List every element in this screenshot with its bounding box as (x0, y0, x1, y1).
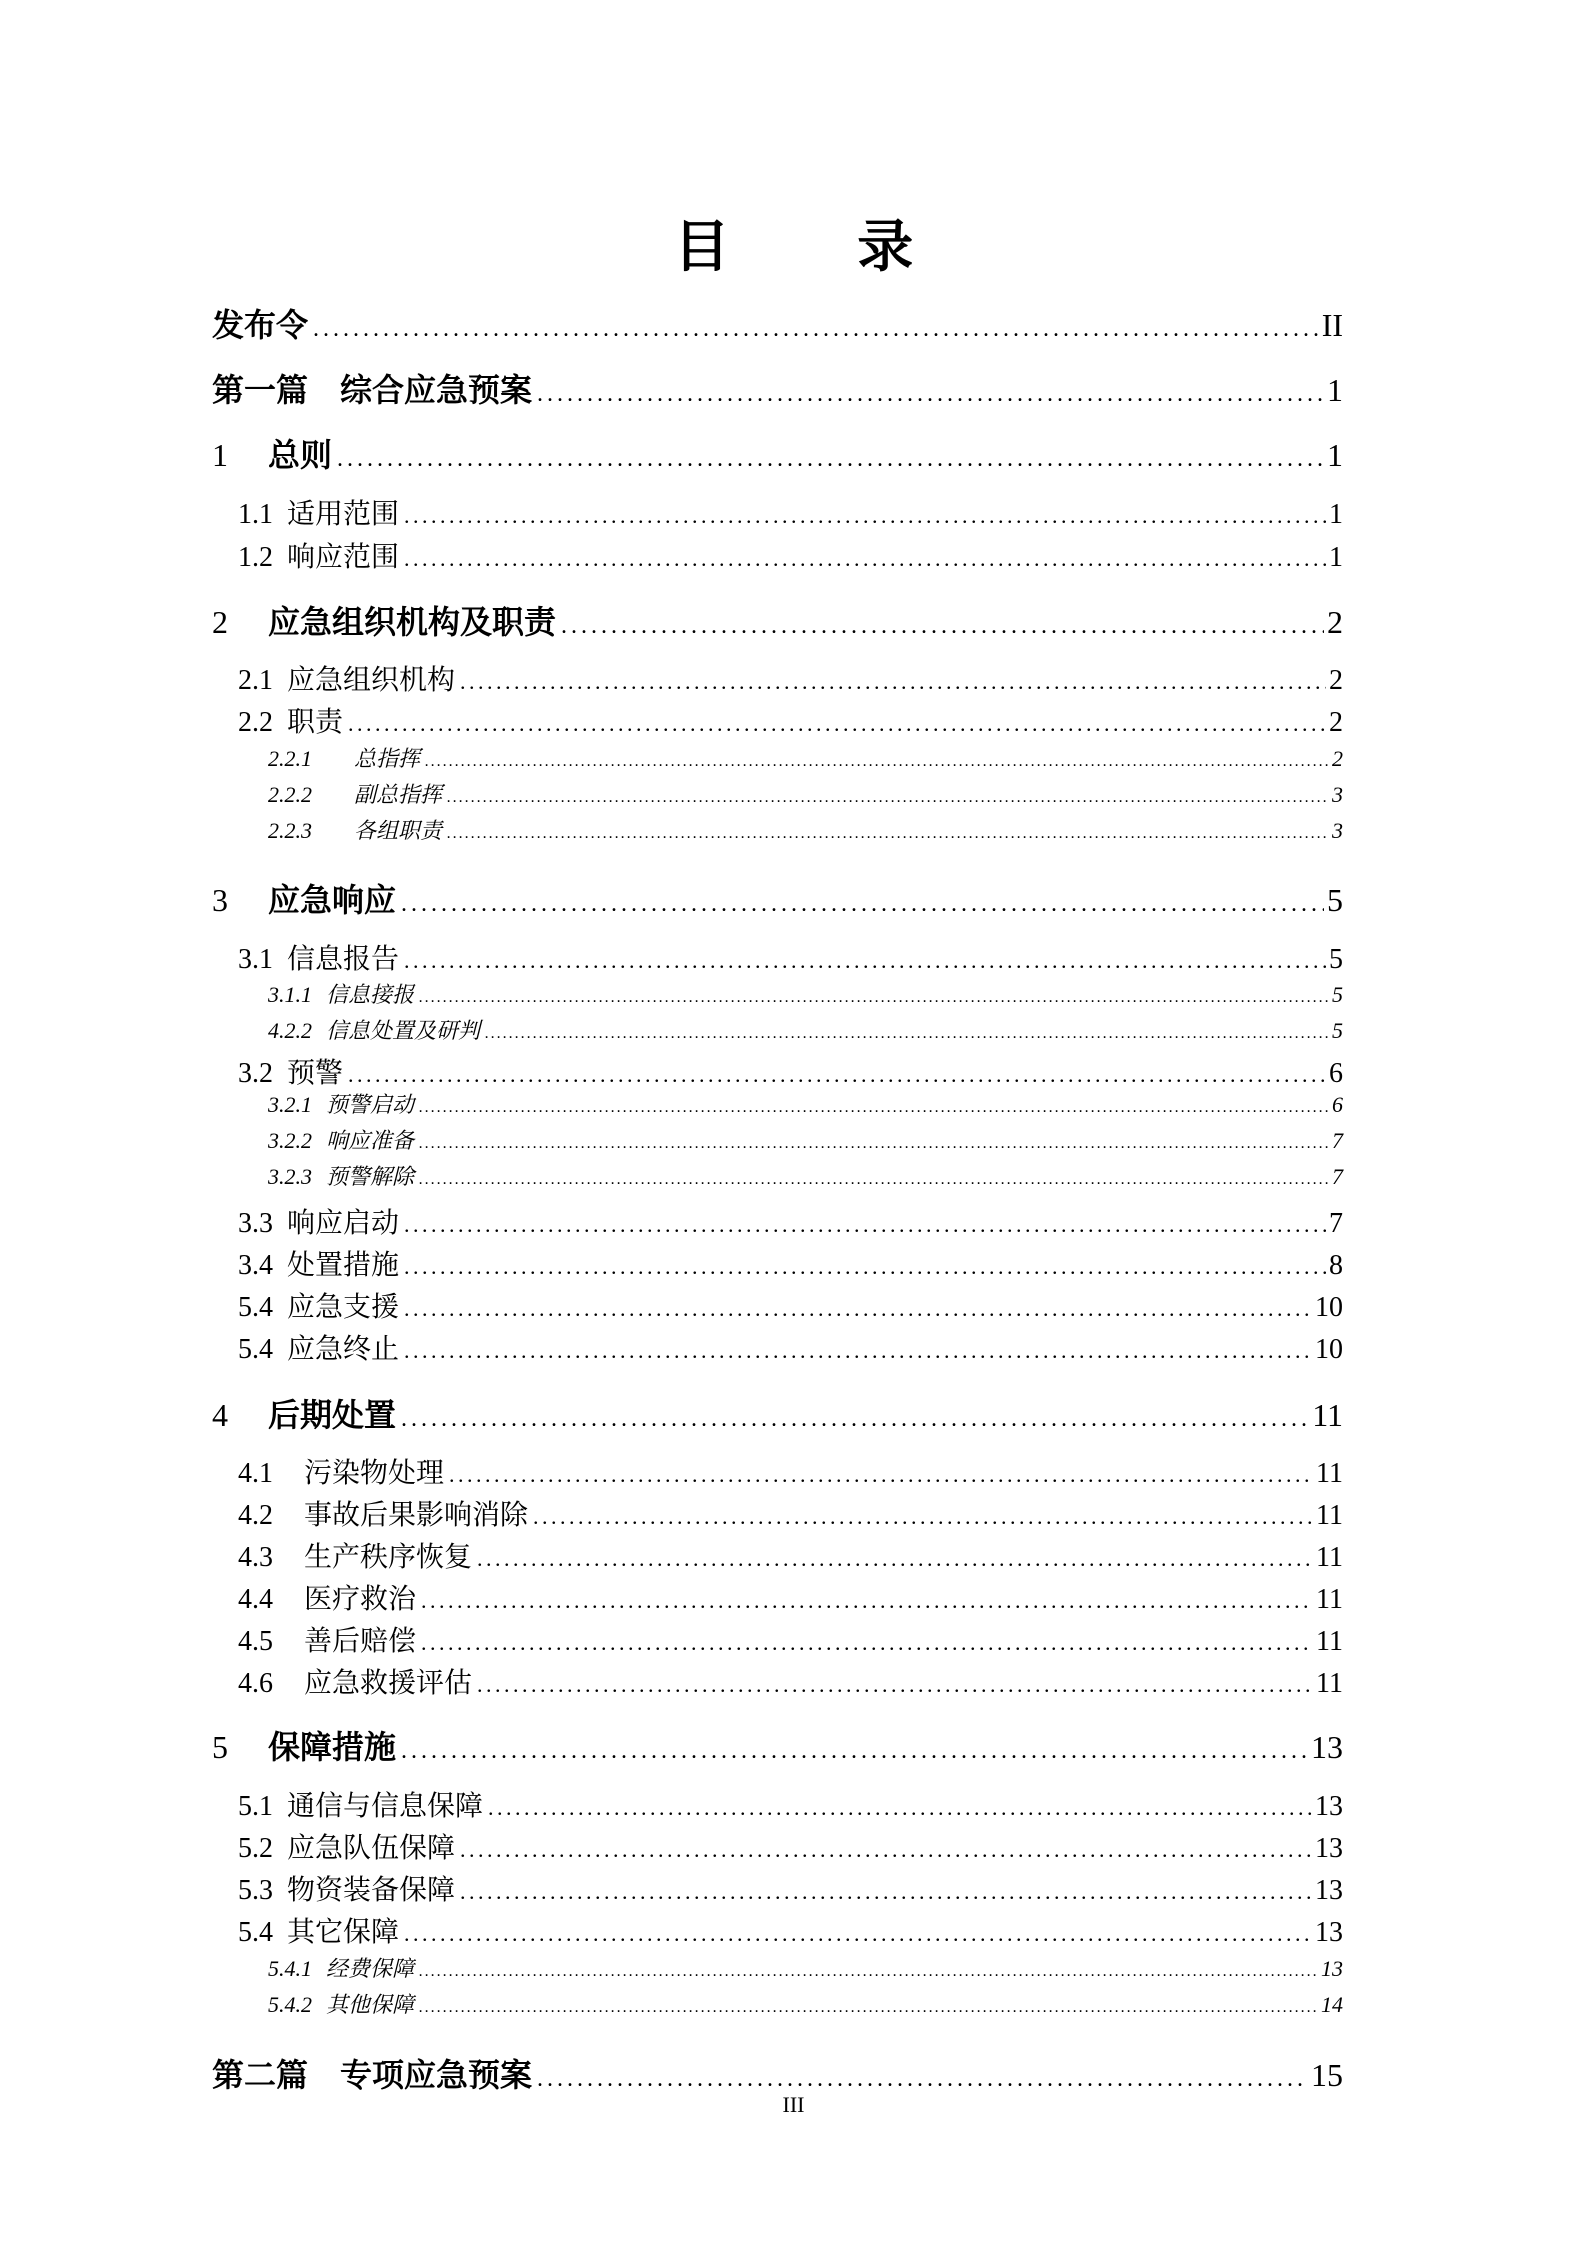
toc-entry[interactable] (238, 1784, 1343, 1824)
toc-entry[interactable] (238, 1868, 1343, 1908)
page-number-footer: III (782, 2092, 805, 2117)
toc-entry[interactable] (268, 1124, 1343, 1155)
toc-entry-page: 1 (1327, 437, 1343, 473)
toc-entry[interactable] (212, 1390, 1343, 1436)
dot-leader (460, 669, 1326, 695)
toc-entry-label: 适用范围 (287, 497, 400, 530)
toc-entry[interactable] (268, 1088, 1343, 1119)
toc-entry-page: 1 (1329, 542, 1343, 573)
toc-entry-page: 2 (1332, 746, 1343, 771)
toc-entry-number: 2.2 (238, 707, 273, 738)
toc-entry[interactable] (238, 492, 1343, 532)
toc-entry-number: 3.2 (238, 1058, 273, 1089)
dot-leader (401, 1406, 1309, 1433)
toc-entry[interactable] (238, 1051, 1343, 1091)
dot-leader (401, 891, 1324, 918)
toc-entry[interactable] (212, 300, 1343, 346)
toc-entry-page: 1 (1329, 499, 1343, 530)
toc-entry[interactable] (238, 1201, 1343, 1241)
toc-entry-label: 信息处置及研判 (326, 1019, 481, 1044)
toc-entry-number: 3.1.1 (268, 982, 312, 1007)
toc-entry-number: 2.1 (238, 665, 273, 696)
dot-leader (404, 1296, 1312, 1322)
toc-entry-label: 应急支援 (287, 1290, 400, 1323)
toc-entry-page: 13 (1315, 1875, 1343, 1906)
toc-entry-page: 11 (1316, 1542, 1343, 1573)
dot-leader (313, 316, 1319, 343)
dot-leader (404, 1212, 1326, 1238)
toc-entry-page: 5 (1332, 1018, 1343, 1043)
toc-entry-page: 11 (1312, 1397, 1343, 1433)
toc-entry-label: 第二篇 专项应急预案 (212, 2056, 533, 2094)
dot-leader (533, 1504, 1313, 1530)
toc-entry-page: 11 (1316, 1500, 1343, 1531)
toc-entry[interactable] (238, 535, 1343, 575)
dot-leader (419, 1171, 1329, 1189)
dot-leader (421, 1630, 1313, 1656)
toc-entry-page: 5 (1329, 944, 1343, 975)
toc-entry-label: 总则 (268, 436, 333, 474)
toc-entry[interactable] (238, 1577, 1343, 1617)
toc-entry[interactable] (212, 2050, 1343, 2096)
toc-entry-page: 2 (1329, 665, 1343, 696)
toc-entry-label: 经费保障 (326, 1957, 415, 1982)
toc-entry-page: 11 (1316, 1668, 1343, 1699)
dot-leader (404, 1254, 1326, 1280)
dot-leader (419, 1135, 1329, 1153)
toc-entry-number: 4.1 (238, 1458, 273, 1489)
dot-leader (425, 753, 1329, 771)
toc-entry-number: 1 (212, 437, 228, 473)
toc-entry-number: 5.3 (238, 1875, 273, 1906)
toc-entry[interactable] (212, 875, 1343, 921)
toc-entry[interactable] (238, 1243, 1343, 1283)
toc-entry-page: 7 (1332, 1164, 1343, 1189)
toc-entry-page: 13 (1315, 1833, 1343, 1864)
toc-entry-label: 预警启动 (326, 1093, 415, 1118)
toc-entry[interactable] (238, 1493, 1343, 1533)
toc-entry-number: 4.2.2 (268, 1018, 312, 1043)
toc-entry-number: 2.2.2 (268, 782, 312, 807)
dot-leader (477, 1546, 1313, 1572)
toc-entry[interactable] (268, 1014, 1343, 1045)
dot-leader (348, 711, 1326, 737)
toc-entry-number: 3 (212, 882, 228, 918)
toc-entry[interactable] (238, 700, 1343, 740)
toc-entry-page: 7 (1332, 1128, 1343, 1153)
toc-entry-number: 5 (212, 1729, 228, 1765)
toc-entry-number: 4.2 (238, 1500, 273, 1531)
dot-leader (404, 503, 1326, 529)
dot-leader (477, 1672, 1313, 1698)
toc-entry-number: 4.3 (238, 1542, 273, 1573)
toc-entry[interactable] (238, 1451, 1343, 1491)
dot-leader (404, 1921, 1312, 1947)
toc-entry-label: 预警解除 (326, 1165, 415, 1190)
toc-entry[interactable] (212, 1722, 1343, 1768)
toc-entry-number: 2.2.3 (268, 818, 312, 843)
toc-entry-number: 1.2 (238, 542, 273, 573)
toc-entry-page: 11 (1316, 1584, 1343, 1615)
toc-entry-label: 善后赔偿 (304, 1624, 417, 1657)
toc-entry-label: 应急救援评估 (304, 1666, 473, 1699)
dot-leader (561, 613, 1324, 640)
toc-entry-page: 6 (1332, 1092, 1343, 1117)
dot-leader (537, 2066, 1308, 2093)
toc-entry-label: 各组职责 (354, 819, 443, 844)
toc-entry-page: 8 (1329, 1250, 1343, 1281)
toc-entry-label: 其他保障 (326, 1993, 415, 2018)
toc-entry-label: 通信与信息保障 (287, 1789, 484, 1822)
toc-entry[interactable] (238, 1910, 1343, 1950)
toc-entry-page: 15 (1311, 2057, 1343, 2093)
dot-leader (421, 1588, 1313, 1614)
toc-entry-page: 3 (1332, 818, 1343, 843)
toc-entry-number: 3.2.3 (268, 1164, 312, 1189)
toc-entry-page: 13 (1321, 1956, 1343, 1981)
toc-entry-number: 4.5 (238, 1626, 273, 1657)
dot-leader (537, 381, 1324, 408)
toc-entry-number: 3.2.2 (268, 1128, 312, 1153)
toc-entry-page: 11 (1316, 1626, 1343, 1657)
toc-entry[interactable] (212, 430, 1343, 476)
toc-entry-page: 2 (1329, 707, 1343, 738)
dot-leader (460, 1837, 1312, 1863)
toc-entry-label: 预警 (287, 1056, 344, 1089)
toc-entry-number: 5.4.1 (268, 1956, 312, 1981)
toc-entry-page: 13 (1315, 1791, 1343, 1822)
dot-leader (447, 789, 1329, 807)
toc-entry-label: 信息报告 (287, 942, 400, 975)
toc-entry[interactable] (238, 1285, 1343, 1325)
toc-entry-number: 5.4 (238, 1292, 273, 1323)
toc-entry-page: 10 (1315, 1334, 1343, 1365)
dot-leader (449, 1462, 1313, 1488)
toc-entry-label: 保障措施 (268, 1728, 397, 1766)
dot-leader (419, 1099, 1329, 1117)
toc-entry-label: 总指挥 (354, 747, 421, 772)
toc-entry-label: 副总指挥 (354, 783, 443, 808)
toc-entry[interactable] (268, 1952, 1343, 1983)
dot-leader (419, 989, 1329, 1007)
toc-entry-label: 医疗救治 (304, 1582, 417, 1615)
dot-leader (404, 546, 1326, 572)
toc-entry-label: 职责 (287, 705, 344, 738)
toc-entry[interactable] (268, 742, 1343, 773)
toc-entry-label: 应急组织机构及职责 (268, 603, 557, 641)
toc-entry[interactable] (238, 1826, 1343, 1866)
toc-entry-number: 2.2.1 (268, 746, 312, 771)
toc-entry[interactable] (238, 1661, 1343, 1701)
toc-entry-label: 响应准备 (326, 1129, 415, 1154)
toc-entry[interactable] (238, 937, 1343, 977)
toc-entry-number: 3.3 (238, 1208, 273, 1239)
toc-entry-label: 应急终止 (287, 1332, 400, 1365)
toc-entry-page: 5 (1332, 982, 1343, 1007)
toc-entry-number: 5.4.2 (268, 1992, 312, 2017)
toc-entry[interactable] (238, 1327, 1343, 1367)
toc-entry-page: II (1321, 307, 1343, 343)
toc-entry-page: 10 (1315, 1292, 1343, 1323)
toc-entry-label: 响应范围 (287, 540, 400, 573)
toc-entry-label: 其它保障 (287, 1915, 400, 1948)
toc-entry-label: 生产秩序恢复 (304, 1540, 473, 1573)
toc-entry-number: 4.4 (238, 1584, 273, 1615)
toc-entry-number: 5.1 (238, 1791, 273, 1822)
toc-entry[interactable] (238, 1619, 1343, 1659)
toc-entry-label: 应急组织机构 (287, 663, 456, 696)
dot-leader (337, 446, 1324, 473)
toc-entry-label: 事故后果影响消除 (304, 1498, 529, 1531)
toc-entry-number: 1.1 (238, 499, 273, 530)
toc-entry-page: 2 (1327, 604, 1343, 640)
toc-entry-label: 污染物处理 (304, 1456, 445, 1489)
toc-entry[interactable] (212, 597, 1343, 643)
toc-entry-page: 5 (1327, 882, 1343, 918)
toc-entry[interactable] (268, 978, 1343, 1009)
toc-entry-number: 4 (212, 1397, 228, 1433)
toc-entry-label: 响应启动 (287, 1206, 400, 1239)
toc-entry-number: 3.4 (238, 1250, 273, 1281)
dot-leader (419, 1963, 1318, 1981)
toc-entry-number: 3.2.1 (268, 1092, 312, 1117)
toc-entry-label: 第一篇 综合应急预案 (212, 371, 533, 409)
toc-entry-label: 应急队伍保障 (287, 1831, 456, 1864)
toc-entry-number: 5.2 (238, 1833, 273, 1864)
toc-entry-label: 物资装备保障 (287, 1873, 456, 1906)
toc-entry[interactable] (212, 365, 1343, 411)
toc-entry[interactable] (238, 658, 1343, 698)
toc-entry-number: 4.6 (238, 1668, 273, 1699)
toc-entry[interactable] (238, 1535, 1343, 1575)
dot-leader (404, 948, 1326, 974)
dot-leader (460, 1879, 1312, 1905)
dot-leader (401, 1738, 1308, 1765)
dot-leader (419, 1999, 1318, 2017)
toc-entry[interactable] (268, 814, 1343, 845)
dot-leader (485, 1025, 1329, 1043)
toc-title: 目 录 (673, 215, 968, 280)
toc-entry-number: 5.4 (238, 1917, 273, 1948)
toc-entry[interactable] (268, 778, 1343, 809)
toc-entry-number: 2 (212, 604, 228, 640)
toc-entry-label: 后期处置 (268, 1396, 397, 1434)
toc-entry-number: 3.1 (238, 944, 273, 975)
toc-entry[interactable] (268, 1160, 1343, 1191)
toc-entry-page: 6 (1329, 1058, 1343, 1089)
dot-leader (348, 1062, 1326, 1088)
toc-entry-label: 信息接报 (326, 983, 415, 1008)
toc-entry-page: 7 (1329, 1208, 1343, 1239)
toc-entry-page: 13 (1311, 1729, 1343, 1765)
toc-entry-page: 1 (1327, 372, 1343, 408)
dot-leader (404, 1338, 1312, 1364)
toc-entry-label: 处置措施 (287, 1248, 400, 1281)
toc-entry-label: 发布令 (212, 306, 309, 344)
toc-entry-label: 应急响应 (268, 881, 397, 919)
dot-leader (488, 1795, 1312, 1821)
dot-leader (447, 825, 1329, 843)
toc-entry-page: 14 (1321, 1992, 1343, 2017)
toc-entry-number: 5.4 (238, 1334, 273, 1365)
toc-entry-page: 3 (1332, 782, 1343, 807)
toc-entry-page: 11 (1316, 1458, 1343, 1489)
toc-entry-page: 13 (1315, 1917, 1343, 1948)
toc-entry[interactable] (268, 1988, 1343, 2019)
